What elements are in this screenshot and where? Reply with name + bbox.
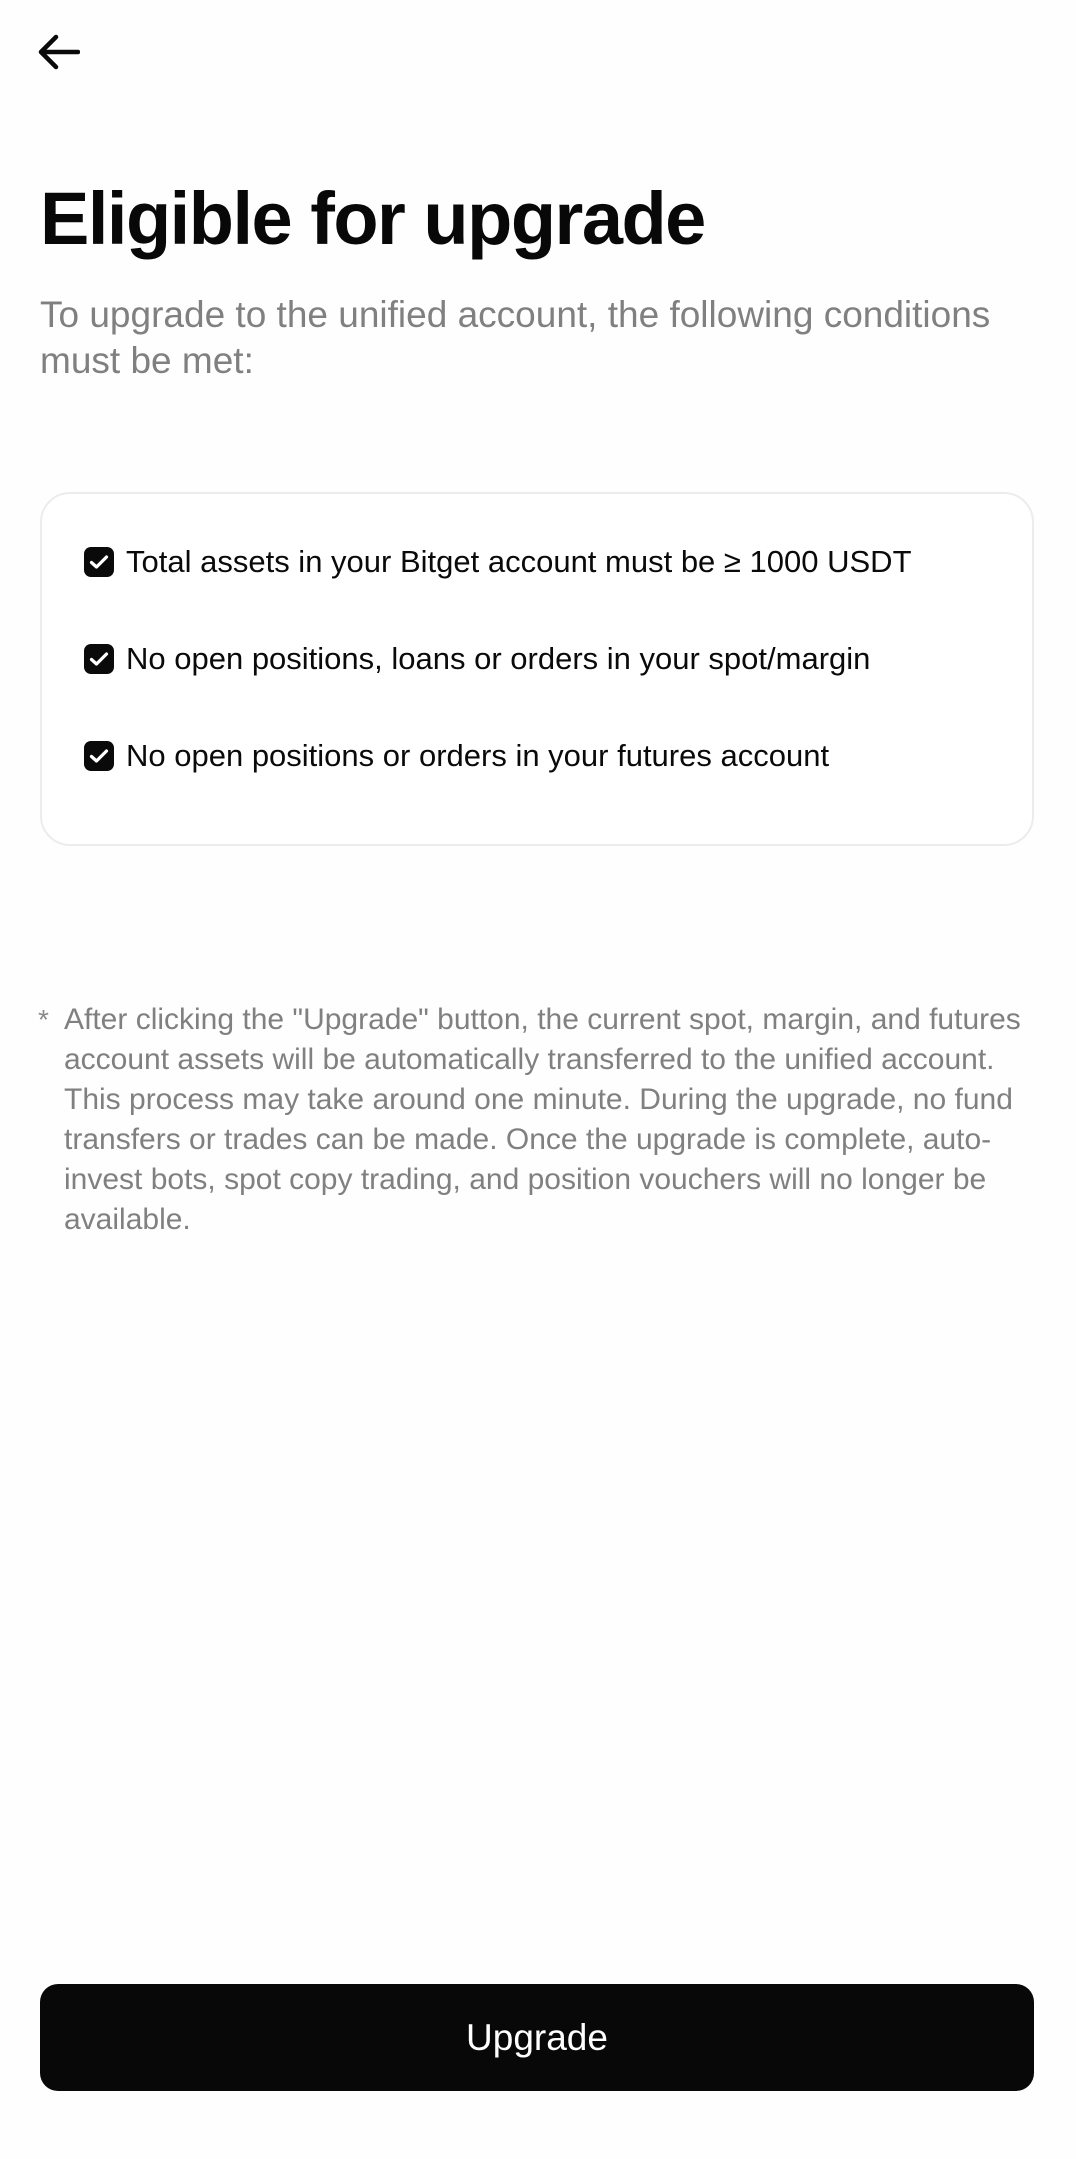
upgrade-button[interactable]: Upgrade (40, 1984, 1034, 2091)
upgrade-note (38, 1000, 1038, 1240)
condition-text: No open positions or orders in your futures account (126, 738, 830, 773)
condition-item (84, 634, 870, 684)
condition-item (84, 731, 829, 781)
condition-text: Total assets in your Bitget account must be ≥ 1000 USDT (126, 544, 912, 579)
page-subtitle: To upgrade to the unified account, the following conditions must be met: (40, 294, 991, 381)
arrow-left-icon (36, 34, 80, 75)
note-text: After clicking the "Upgrade" button, the current spot, margin, and futures account assets will be automatically transferred to the unified account. This process may take around one minute. During the upgrade, no fund transfers or trades can be made. Once the upgrade is complete, auto-invest bots, spot copy trading, and position vouchers will no longer be available. (64, 1003, 1021, 1236)
checkbox-checked-icon (84, 741, 114, 771)
note-marker: * (38, 1004, 49, 1035)
checkbox-checked-icon (84, 644, 114, 674)
condition-text: No open positions, loans or orders in your spot/margin (126, 641, 871, 676)
conditions-card (40, 492, 1034, 846)
checkbox-checked-icon (84, 547, 114, 577)
page-title: Eligible for upgrade (40, 177, 705, 260)
back-button[interactable] (36, 28, 96, 80)
condition-item (84, 537, 912, 587)
